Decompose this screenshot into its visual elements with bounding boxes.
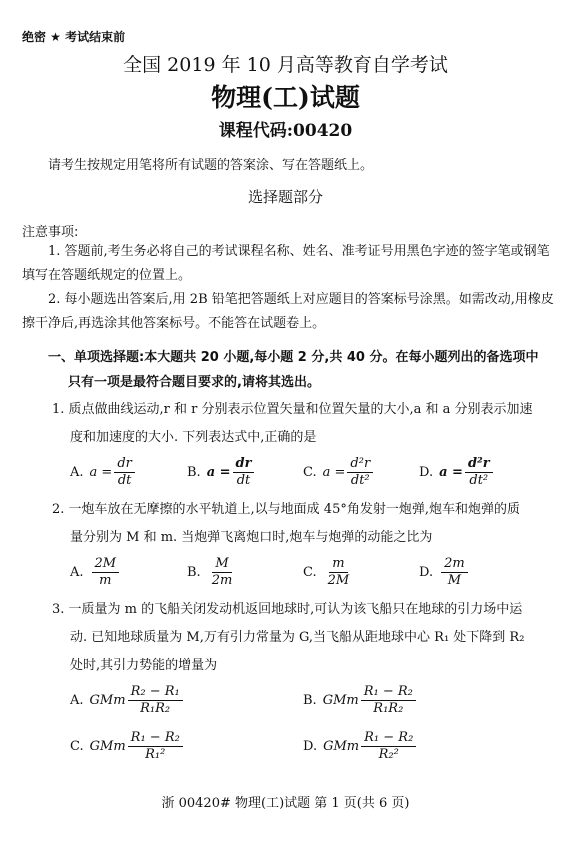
attention-item-1: 1. 答题前,考生务必将自己的考试课程名称、姓名、准考证号用黑色字迹的签字笔或钢笔填写在答题纸规定的位置上。 — [22, 244, 550, 283]
attention-item-2: 2. 每小题选出答案后,用 2B 铅笔把答题纸上对应题目的答案标号涂黑。如需改动,用橡皮擦干净后,再选涂其他答案标号。不能答在试题卷上。 — [22, 292, 554, 331]
part-heading: 一、单项选择题:本大题共 20 小题,每小题 2 分,共 40 分。在每小题列出的备选项中 — [48, 350, 539, 365]
q3-option-c: C. GMm $\frac{\text{R₁ − R₂}}{\text{R₁²}}$ — [70, 730, 183, 763]
q2-stem-line2: 量分别为 M 和 m. 当炮弹飞离炮口时,炮车与炮弹的动能之比为 — [70, 530, 433, 545]
subject-title: 物理(工)试题 — [211, 83, 360, 112]
confidential-label: 绝密 ★ 考试结束前 — [22, 30, 126, 44]
q1-option-a: A. a = $\frac{dr}{dt}$ — [70, 456, 135, 489]
q3-option-d: D. GMm $\frac{\text{R₁ − R₂}}{\text{R₂²}}$ — [303, 730, 416, 763]
page-footer: 浙 00420# 物理(工)试题 第 1 页(共 6 页) — [161, 796, 410, 811]
q1-option-c: C. a = $\frac{\text{d²r}}{\text{dt²}}$ — [303, 456, 373, 489]
q1-stem-line1: 1. 质点做曲线运动,r 和 r 分别表示位置矢量和位置矢量的大小,a 和 a 分别表示加速 — [52, 402, 533, 417]
course-code: 课程代码:00420 — [218, 121, 353, 141]
q2-option-d: D. $\frac{2m}{M}$ — [419, 556, 468, 589]
section-title: 选择题部分 — [247, 188, 323, 206]
q3-stem-line3: 处时,其引力势能的增量为 — [70, 658, 218, 673]
q3-option-b: B. GMm $\frac{\text{R₁ − R₂}}{\text{R₁R₂}}$ — [303, 684, 416, 717]
q2-option-a: A. $\frac{2M}{m}$ — [70, 556, 119, 589]
part-heading-cont: 只有一项是最符合题目要求的,请将其选出。 — [68, 375, 320, 390]
q3-stem-line1: 3. 一质量为 m 的飞船关闭发动机返回地球时,可认为该飞船只在地球的引力场中运 — [52, 602, 523, 617]
q1-stem-line2: 度和加速度的大小. 下列表达式中,正确的是 — [70, 430, 317, 445]
q3-option-a: A. GMm $\frac{\text{R₂ − R₁}}{\text{R₁R₂}}$ — [70, 684, 183, 717]
q3-stem-line2: 动. 已知地球质量为 M,万有引力常量为 G,当飞船从距地球中心 R₁ 处下降到 R₂ — [70, 630, 525, 645]
q2-stem-line1: 2. 一炮车放在无摩擦的水平轨道上,以与地面成 45°角发射一炮弹,炮车和炮弹的质 — [52, 502, 520, 517]
q1-option-d: D. a = $\frac{\text{d²r}}{\text{dt²}}$ — [419, 456, 493, 489]
q2-option-c: C. $\frac{m}{2M}$ — [303, 556, 350, 588]
answer-notice: 请考生按规定用笔将所有试题的答案涂、写在答题纸上。 — [48, 158, 374, 173]
attention-heading: 注意事项: — [22, 225, 79, 240]
q2-option-b: B. $\frac{M}{2m}$ — [187, 556, 233, 588]
q1-option-b: B. a = $\frac{dr}{dt}$ — [187, 456, 254, 489]
exam-title: 全国 2019 年 10 月高等教育自学考试 — [123, 54, 448, 76]
